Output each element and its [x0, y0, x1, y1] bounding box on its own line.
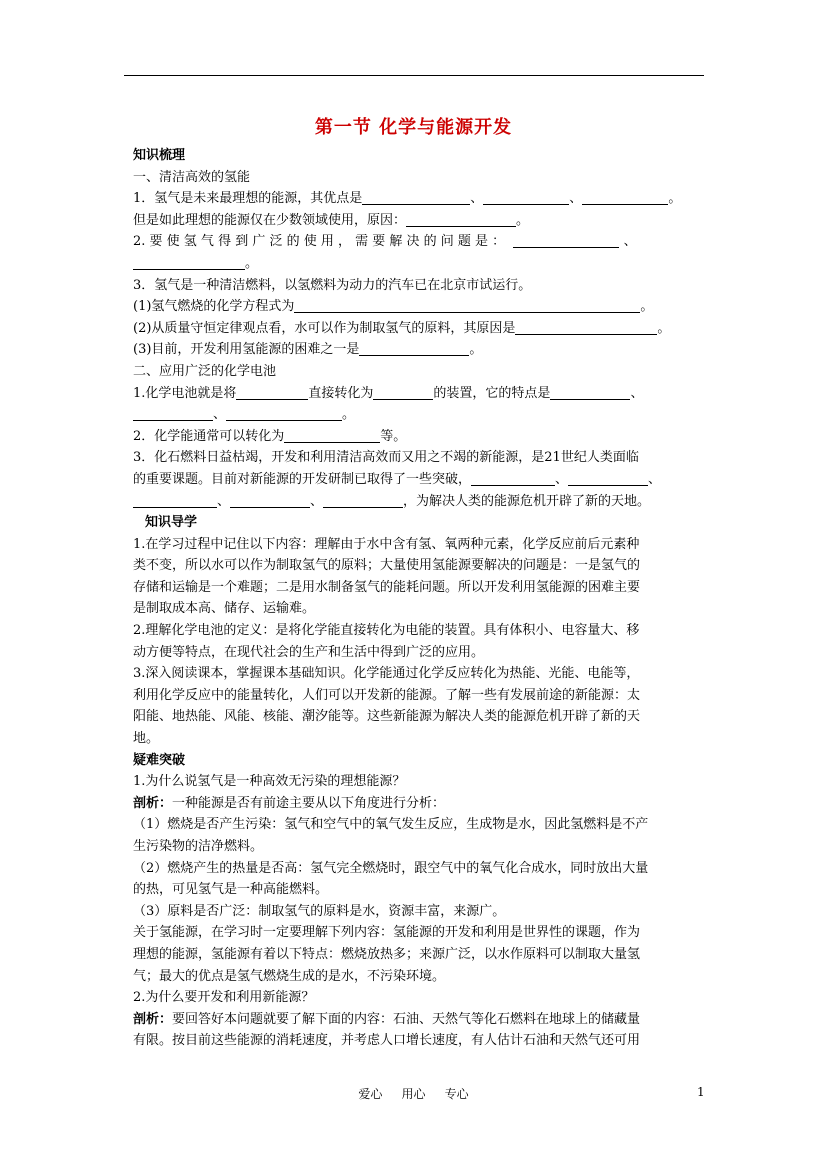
blank[interactable]: [550, 385, 630, 400]
paragraph-line: 类不变，所以水可以作为制取氢气的原料；大量使用氢能源要解决的问题是：一是氢气的: [133, 558, 641, 574]
paragraph-line: （3）原料是否广泛：制取氢气的原料是水，资源丰富，来源广。: [133, 903, 506, 919]
document-body: [133, 145, 705, 1052]
question-3a: (1)氢气燃烧的化学方程式为 。: [133, 299, 654, 315]
paragraph-line: 理想的能源，氢能源有着以下特点：燃烧放热多；来源广泛，以水作原料可以制取大量氢: [133, 946, 641, 962]
blank[interactable]: [226, 406, 342, 421]
blank[interactable]: [513, 233, 619, 248]
page-title: 第一节 化学与能源开发: [314, 117, 513, 138]
paragraph-line: 关于氢能源，在学习时一定要理解下列内容：氢能源的开发和利用是世界性的课题，作为: [133, 925, 641, 941]
question-2b: 。: [133, 253, 705, 275]
blank[interactable]: [406, 212, 516, 227]
blank[interactable]: [582, 190, 668, 205]
blank[interactable]: [362, 190, 470, 205]
paragraph-line: 气；最大的优点是氢气燃烧生成的是水，不污染环境。: [133, 968, 446, 984]
difficulty-question-1: 1.为什么说氢气是一种高效无污染的理想能源？: [133, 774, 406, 790]
question-p1: 1.化学电池就是将 直接转化为 的装置，它的特点是 、: [133, 385, 644, 401]
section-heading-knowledge-review: 知识梳理: [133, 148, 186, 163]
question-1b: 但是如此理想的能源仅在少数领域使用，原因： 。: [133, 212, 530, 228]
blank[interactable]: [284, 428, 380, 443]
paragraph-line: 1.在学习过程中记住以下内容：理解由于水中含有氢、氧两种元素，化学反应前后元素种: [133, 536, 640, 552]
section-heading-difficulty: 疑难突破: [133, 752, 186, 768]
blank[interactable]: [236, 385, 308, 400]
question-p3b: 的重要课题。目前对新能源的开发研制已取得了一些突破， 、 、: [133, 471, 662, 487]
question-2: 2. 要 使 氢 气 得 到 广 泛 的 使 用 ， 需 要 解 决 的 问 题 是 ： 、: [133, 234, 637, 250]
paragraph-line: 有限。按目前这些能源的消耗速度，并考虑人口增长速度，有人估计石油和天然气还可用: [133, 1033, 641, 1049]
question-p1b: 、 。: [133, 404, 705, 426]
blank[interactable]: [323, 493, 403, 508]
blank[interactable]: [471, 471, 555, 486]
paragraph-line: 存储和运输是一个难题；二是用水制备氢气的能耗问题。所以开发利用氢能源的困难主要: [133, 579, 641, 595]
question-3c: (3)目前，开发利用氢能源的困难之一是 。: [133, 342, 483, 358]
paragraph-line: 2.理解化学电池的定义：是将化学能直接转化为电能的装置。具有体积小、电容量大、移: [133, 623, 640, 639]
question-3: 3．氢气是一种清洁燃料，以氢燃料为动力的汽车已在北京市试运行。: [133, 277, 532, 293]
paragraph-line: 3.深入阅读课本，掌握课本基础知识。化学能通过化学反应转化为热能、光能、电能等，: [133, 666, 640, 682]
paragraph-line: 阳能、地热能、风能、核能、潮汐能等。这些新能源为解决人类的能源危机开辟了新的天: [133, 709, 641, 725]
header-rule: [124, 75, 704, 76]
blank[interactable]: [133, 406, 213, 421]
section-heading-knowledge-guide: 知识导学: [145, 515, 198, 531]
blank[interactable]: [359, 341, 469, 356]
question-p2: 2．化学能通常可以转化为 等。: [133, 428, 407, 444]
difficulty-question-2: 2.为什么要开发和利用新能源？: [133, 990, 315, 1006]
page-number: 1: [697, 1085, 705, 1099]
blank[interactable]: [515, 320, 657, 335]
analysis-2: 剖析：要回答好本问题就要了解下面的内容：石油、天然气等化石燃料在地球上的储藏量: [133, 1011, 641, 1027]
paragraph-line: 的热，可见氢气是一种高能燃料。: [133, 882, 329, 898]
blank[interactable]: [294, 298, 640, 313]
blank[interactable]: [568, 471, 648, 486]
analysis-1: 剖析：一种能源是否有前途主要从以下角度进行分析：: [133, 795, 446, 811]
question-p3: 3．化石燃料日益枯竭，开发和利用清洁高效而又用之不竭的新能源，是21世纪人类面临: [133, 450, 639, 466]
paragraph-line: 动方便等特点，在现代社会的生产和生活中得到广泛的应用。: [133, 644, 485, 660]
paragraph-line: 地。: [133, 731, 160, 747]
paragraph-line: （1）燃烧是否产生污染：氢气和空气中的氧气发生反应，生成物是水，因此氢燃料是不产: [133, 817, 649, 833]
blank[interactable]: [133, 255, 245, 270]
question-1: 1．氢气是未来最理想的能源，其优点是 、 、 。: [133, 191, 682, 207]
paragraph-line: 利用化学反应中的能量转化，人们可以开发新的能源。了解一些有发展前途的新能源：太: [133, 687, 641, 703]
paragraph-line: （2）燃烧产生的热量是否高：氢气完全燃烧时，跟空气中的氧气化合成水，同时放出大量: [133, 860, 649, 876]
blank[interactable]: [483, 190, 569, 205]
blank[interactable]: [230, 493, 310, 508]
subheading-hydrogen: 一、清洁高效的氢能: [133, 169, 251, 185]
paragraph-line: 生污染物的洁净燃料。: [133, 839, 264, 854]
question-3b: (2)从质量守恒定律观点看，水可以作为制取氢气的原料，其原因是 。: [133, 320, 671, 336]
question-p3c: 、 、 ，为解决人类的能源危机开辟了新的天地。: [133, 491, 705, 513]
subheading-battery: 二、应用广泛的化学电池: [133, 363, 277, 379]
paragraph-line: 是制取成本高、储存、运输难。: [133, 601, 316, 617]
blank[interactable]: [373, 385, 433, 400]
blank[interactable]: [133, 493, 217, 508]
footer-text: 爱心 用心 专心: [358, 1087, 469, 1101]
